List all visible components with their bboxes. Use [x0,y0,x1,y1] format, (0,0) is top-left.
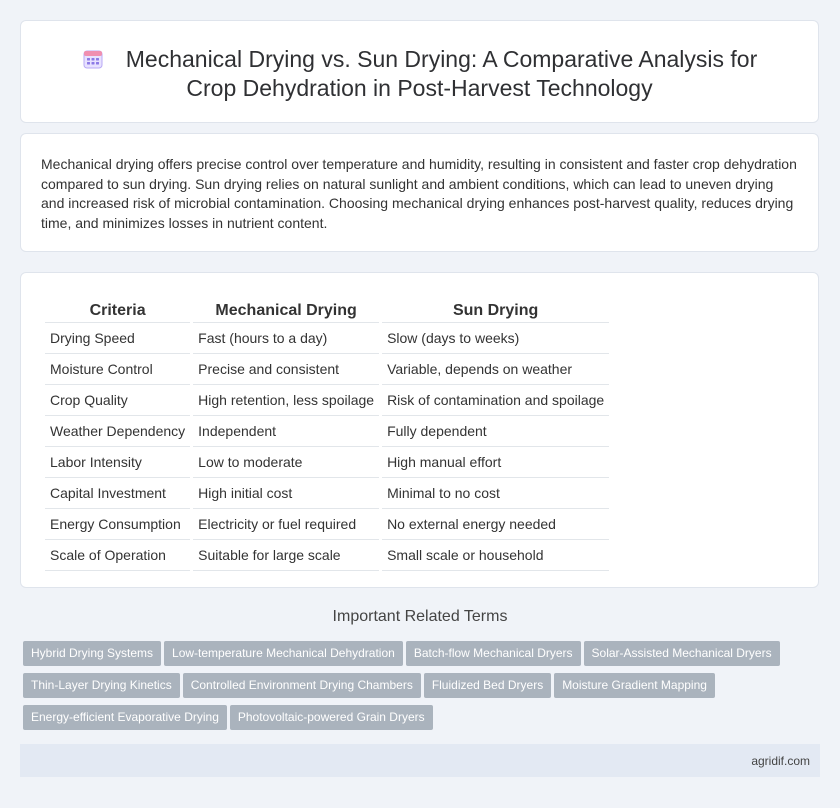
table-row [45,509,609,540]
cell-sun: Fully dependent [382,416,609,447]
table-row [45,354,609,385]
term-tag[interactable]: Hybrid Drying Systems [23,641,161,666]
cell-criteria: Weather Dependency [45,416,190,447]
cell-mechanical: High retention, less spoilage [193,385,379,416]
cell-criteria: Energy Consumption [45,509,190,540]
page-title [21,45,818,103]
title-card [20,20,819,123]
cell-sun: Small scale or household [382,540,609,571]
term-tag[interactable]: Energy-efficient Evaporative Drying [23,705,227,730]
term-tag[interactable]: Photovoltaic-powered Grain Dryers [230,705,433,730]
cell-sun: No external energy needed [382,509,609,540]
term-tag[interactable]: Thin-Layer Drying Kinetics [23,673,180,698]
table-row [45,385,609,416]
cell-criteria: Scale of Operation [45,540,190,571]
cell-criteria: Labor Intensity [45,447,190,478]
calendar-icon [82,48,104,70]
term-tag[interactable]: Fluidized Bed Dryers [424,673,551,698]
term-tag[interactable]: Solar-Assisted Mechanical Dryers [584,641,780,666]
related-terms-tags [23,641,813,737]
header-criteria: Criteria [45,294,190,323]
cell-sun: Slow (days to weeks) [382,323,609,354]
cell-mechanical: Suitable for large scale [193,540,379,571]
comparison-table [42,294,612,571]
comparison-card [20,272,819,588]
term-tag[interactable]: Low-temperature Mechanical Dehydration [164,641,403,666]
cell-sun: Minimal to no cost [382,478,609,509]
table-row [45,447,609,478]
term-tag[interactable]: Batch-flow Mechanical Dryers [406,641,581,666]
title-line-2: Crop Dehydration in Post-Harvest Technology [186,75,653,101]
intro-card [20,133,819,252]
header-mechanical: Mechanical Drying [193,294,379,323]
term-tag[interactable]: Controlled Environment Drying Chambers [183,673,421,698]
footer [20,744,820,777]
table-row [45,323,609,354]
header-sun: Sun Drying [382,294,609,323]
cell-criteria: Capital Investment [45,478,190,509]
cell-sun: Variable, depends on weather [382,354,609,385]
cell-criteria: Drying Speed [45,323,190,354]
cell-mechanical: Independent [193,416,379,447]
cell-criteria: Moisture Control [45,354,190,385]
table-row [45,540,609,571]
intro-paragraph: Mechanical drying offers precise control over temperature and humidity, resulting in consistent and faster crop dehydration compared to sun drying. Sun drying relies on natural sunlight and ambient conditions, which can lead to uneven drying and increased risk of microbial contamination. Choosing mechanical drying enhances post-harvest quality, reduces drying time, and minimizes losses in nutrient content. [41,156,797,231]
cell-mechanical: Electricity or fuel required [193,509,379,540]
related-terms-heading: Important Related Terms [332,608,508,625]
cell-sun: High manual effort [382,447,609,478]
cell-mechanical: Low to moderate [193,447,379,478]
table-row [45,478,609,509]
term-tag[interactable]: Moisture Gradient Mapping [554,673,715,698]
table-header-row [45,294,609,323]
cell-mechanical: Fast (hours to a day) [193,323,379,354]
cell-mechanical: High initial cost [193,478,379,509]
footer-site-link[interactable]: agridif.com [751,754,810,768]
cell-criteria: Crop Quality [45,385,190,416]
cell-sun: Risk of contamination and spoilage [382,385,609,416]
title-line-1: Mechanical Drying vs. Sun Drying: A Comparative Analysis for [125,46,758,72]
table-row [45,416,609,447]
cell-mechanical: Precise and consistent [193,354,379,385]
